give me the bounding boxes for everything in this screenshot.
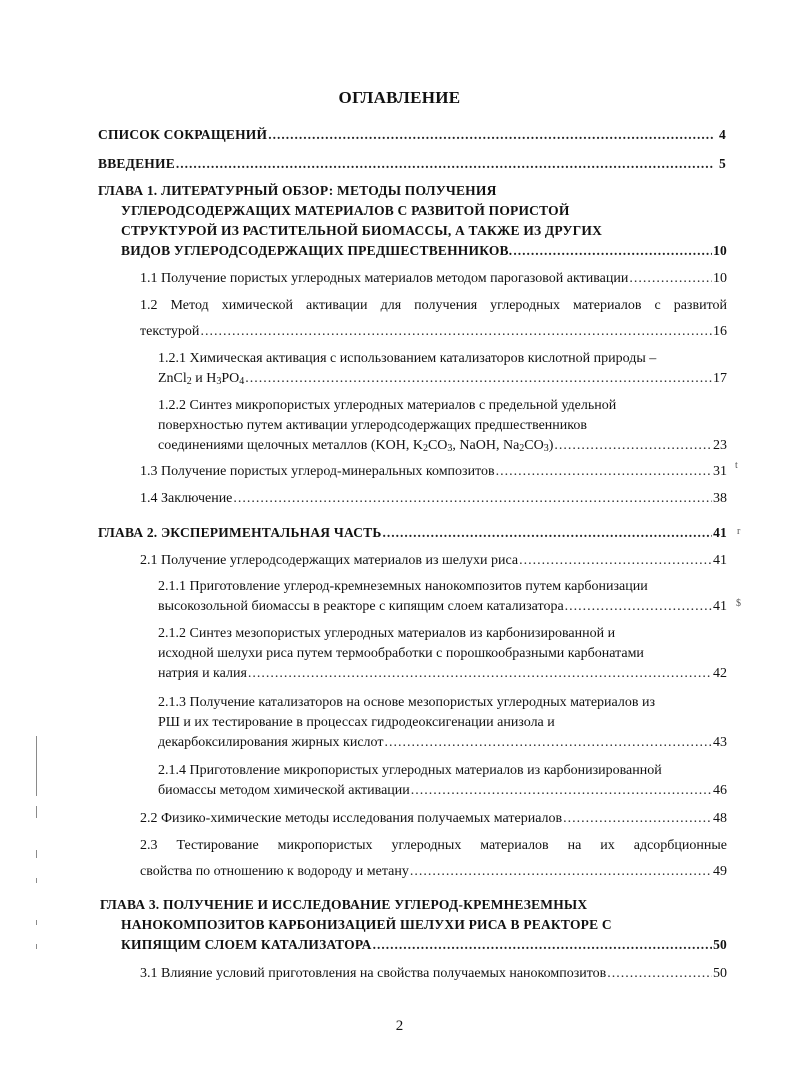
toc-entry-text: 1.3 Получение пористых углерод-минеральных композитов xyxy=(140,464,495,479)
toc-entry-text: КИПЯЩИМ СЛОЕМ КАТАЛИЗАТОРА xyxy=(121,937,372,952)
toc-page-number: 43 xyxy=(713,735,727,750)
toc-entry-text: текстурой xyxy=(140,324,200,339)
toc-entry-text: 2.1 Получение углеродсодержащих материалов из шелухи риса xyxy=(140,553,519,568)
toc-entry-text: ВИДОВ УГЛЕРОДСОДЕРЖАЩИХ ПРЕДШЕСТВЕННИКОВ. xyxy=(121,243,513,258)
dot-leader xyxy=(410,863,712,880)
toc-page-number: 50 xyxy=(713,966,727,981)
dot-leader xyxy=(496,463,712,480)
chapter-3-line-2: НАНОКОМПОЗИТОВ КАРБОНИЗАЦИЕЙ ШЕЛУХИ РИСА В РЕАКТОРЕ С xyxy=(121,917,612,932)
toc-entry-text: ZnCl$_2$ и $H_3PO_4$ xyxy=(158,371,245,387)
section-2-1-2-line-1: 2.1.2 Синтез мезопористых углеродных материалов из карбонизированной и xyxy=(158,626,616,641)
scan-artifact xyxy=(36,920,37,925)
section-2-1-4-line-2 xyxy=(158,782,727,799)
toc-entry-2-2[interactable] xyxy=(140,810,727,827)
toc-entry-text: 1.4 Заключение xyxy=(140,491,233,506)
toc-entry-text: ГЛАВА 2. ЭКСПЕРИМЕНТАЛЬНАЯ ЧАСТЬ xyxy=(98,525,382,540)
section-2-1-1-line-1: 2.1.1 Приготовление углерод-кремнеземных нанокомпозитов путем карбонизации xyxy=(158,579,648,594)
toc-page-number: 10 xyxy=(713,243,727,258)
toc-entry-2-1[interactable] xyxy=(140,552,727,569)
toc-entry-chapter-2[interactable] xyxy=(98,524,727,541)
section-2-3-line-1: 2.3 Тестирование микропористых углеродных материалов на их адсорбционные xyxy=(140,838,727,853)
section-1-2-2-line-1: 1.2.2 Синтез микропористых углеродных материалов с предельной удельной xyxy=(158,398,617,413)
dot-leader xyxy=(607,965,712,982)
toc-entry-text: свойства по отношению к водороду и метану xyxy=(140,864,409,879)
margin-mark: t xyxy=(735,460,738,471)
dot-leader xyxy=(563,810,712,827)
toc-page-number: 31 xyxy=(713,464,727,479)
dot-leader xyxy=(176,155,713,172)
toc-entry-3-1[interactable] xyxy=(140,965,727,982)
section-1-2-2-line-2: поверхностью путем активации углеродсодержащих предшественников xyxy=(158,418,587,433)
toc-page-number: 41 xyxy=(713,599,727,614)
dot-leader xyxy=(384,734,712,751)
toc-page-number: 4 xyxy=(719,127,726,142)
toc-entry-text: СПИСОК СОКРАЩЕНИЙ xyxy=(98,127,268,142)
section-2-1-3-line-2: РШ и их тестирование в процессах гидродеоксигенации анизола и xyxy=(158,715,555,730)
dot-leader xyxy=(519,552,712,569)
toc-page-number: 46 xyxy=(713,783,727,798)
section-2-1-2-line-2: исходной шелухи риса путем термообработки с порошкообразными карбонатами xyxy=(158,646,644,661)
toc-entry-text: ВВЕДЕНИЕ xyxy=(98,156,175,171)
toc-entry-text: натрия и калия xyxy=(158,666,247,681)
scan-artifact xyxy=(36,944,37,949)
toc-entry-1-4[interactable] xyxy=(140,490,727,507)
toc-page-number: 48 xyxy=(713,811,727,826)
toc-entry-text: биомассы методом химической активации xyxy=(158,783,410,798)
dot-leader xyxy=(248,665,712,682)
chapter-3-line-1: ГЛАВА 3. ПОЛУЧЕНИЕ И ИССЛЕДОВАНИЕ УГЛЕРОД-КРЕМНЕЗЕМНЫХ xyxy=(100,897,588,912)
toc-entry-introduction[interactable] xyxy=(98,155,726,172)
section-1-2-1-line-2 xyxy=(158,370,727,387)
toc-page-number: 42 xyxy=(713,666,727,681)
chapter-1-line-3: СТРУКТУРОЙ ИЗ РАСТИТЕЛЬНОЙ БИОМАССЫ, А ТАКЖЕ ИЗ ДРУГИХ xyxy=(121,223,603,238)
dot-leader xyxy=(513,242,712,259)
dot-leader xyxy=(554,437,712,454)
dot-leader xyxy=(200,323,712,340)
section-2-1-3-line-3 xyxy=(158,734,727,751)
chapter-3-line-3 xyxy=(121,936,727,953)
chapter-1-line-4 xyxy=(121,242,727,259)
dot-leader xyxy=(233,490,712,507)
toc-entry-1-3[interactable] xyxy=(140,463,727,480)
section-2-1-3-line-1: 2.1.3 Получение катализаторов на основе мезопористых углеродных материалов из xyxy=(158,695,655,710)
page-number: 2 xyxy=(395,1018,404,1034)
toc-page-number: 17 xyxy=(713,371,727,386)
toc-entry-abbreviations[interactable] xyxy=(98,126,726,143)
toc-entry-text: 1.1 Получение пористых углеродных материалов методом парогазовой активации xyxy=(140,271,629,286)
dot-leader xyxy=(411,782,712,799)
margin-mark: r xyxy=(737,526,741,537)
section-2-1-4-line-1: 2.1.4 Приготовление микропористых углеродных материалов из карбонизированной xyxy=(158,763,662,778)
toc-page-number: 41 xyxy=(713,553,727,568)
toc-page-number: 23 xyxy=(713,438,727,453)
toc-entry-text: высокозольной биомассы в реакторе с кипящим слоем катализатора xyxy=(158,599,564,614)
dot-leader xyxy=(373,936,713,953)
scan-artifact xyxy=(36,850,37,858)
chapter-1-line-2: УГЛЕРОДСОДЕРЖАЩИХ МАТЕРИАЛОВ С РАЗВИТОЙ ПОРИСТОЙ xyxy=(121,203,570,218)
section-1-2-1-line-1: 1.2.1 Химическая активация с использованием катализаторов кислотной природы – xyxy=(158,351,657,366)
toc-page-number: 5 xyxy=(719,156,726,171)
dot-leader xyxy=(268,126,713,143)
dot-leader xyxy=(383,524,713,541)
section-1-2-2-line-3 xyxy=(158,437,727,454)
scan-artifact xyxy=(36,736,37,796)
scan-artifact xyxy=(36,878,37,883)
chapter-1-line-1: ГЛАВА 1. ЛИТЕРАТУРНЫЙ ОБЗОР: МЕТОДЫ ПОЛУЧЕНИЯ xyxy=(98,183,497,198)
dot-leader xyxy=(629,270,712,287)
toc-page-number: 49 xyxy=(713,864,727,879)
toc-entry-text: соединениями щелочных металлов (KOH, $K_2CO_3$, NaOH, $Na_2CO_3$) xyxy=(158,438,554,454)
section-2-1-1-line-2 xyxy=(158,598,727,615)
section-1-2-line-1: 1.2 Метод химической активации для получения углеродных материалов с развитой xyxy=(140,298,727,313)
toc-page-number: 10 xyxy=(713,271,727,286)
page-title: ОГЛАВЛЕНИЕ xyxy=(338,88,461,107)
section-1-2-line-2 xyxy=(140,323,727,340)
toc-entry-1-1[interactable] xyxy=(140,270,727,287)
section-2-3-line-2 xyxy=(140,863,727,880)
toc-entry-text: 3.1 Влияние условий приготовления на свойства получаемых нанокомпозитов xyxy=(140,966,607,981)
margin-mark: $ xyxy=(736,598,741,609)
toc-entry-text: 2.2 Физико-химические методы исследования получаемых материалов xyxy=(140,811,563,826)
toc-page-number: 38 xyxy=(713,491,727,506)
section-2-1-2-line-3 xyxy=(158,665,727,682)
toc-entry-text: декарбоксилирования жирных кислот xyxy=(158,735,384,750)
toc-page-number: 50 xyxy=(713,937,727,952)
toc-page-number: 41 xyxy=(713,525,727,540)
toc-page-number: 16 xyxy=(713,324,727,339)
scan-artifact xyxy=(36,806,37,818)
dot-leader xyxy=(245,370,712,387)
dot-leader xyxy=(565,598,712,615)
